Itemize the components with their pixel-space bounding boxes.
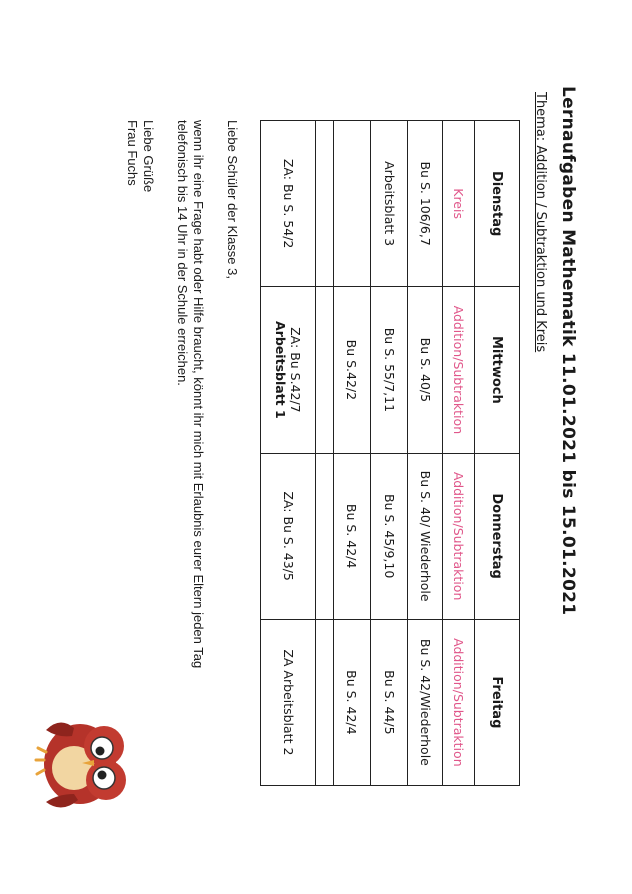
table-cell: Bu S. 42/4 bbox=[333, 453, 370, 619]
table-row bbox=[443, 121, 474, 786]
table-cell: Bu S.42/2 bbox=[333, 287, 370, 453]
table-cell: Arbeitsblatt 3 bbox=[370, 121, 407, 287]
extra-worksheet: Arbeitsblatt 1 bbox=[273, 321, 289, 419]
page-title: Lernaufgaben Mathematik 11.01.2021 bis 15.01.2021 bbox=[558, 86, 578, 616]
table-cell bbox=[316, 121, 333, 287]
table-cell: Bu S. 55/7,11 bbox=[370, 287, 407, 453]
table-cell: Bu S. 44/5 bbox=[370, 619, 407, 785]
schedule-table bbox=[260, 120, 520, 786]
table-cell: Bu S. 42/Wiederhole bbox=[408, 619, 443, 785]
cell-topic-mittwoch: Addition/Subtraktion bbox=[443, 287, 474, 453]
table-row bbox=[316, 121, 333, 786]
table-cell: Bu S. 42/4 bbox=[333, 619, 370, 785]
table-row bbox=[370, 121, 407, 786]
table-cell: Bu S. 106/6,7 bbox=[408, 121, 443, 287]
table-row bbox=[261, 121, 316, 786]
table-cell: Bu S. 45/9,10 bbox=[370, 453, 407, 619]
cell-topic-dienstag: Kreis bbox=[443, 121, 474, 287]
header-dienstag: Dienstag bbox=[474, 121, 519, 287]
table-cell: Bu S. 40/5 bbox=[408, 287, 443, 453]
za-text: ZA: Bu S.42/7 bbox=[288, 327, 304, 413]
letter-signature: Frau Fuchs bbox=[125, 120, 140, 186]
cell-topic-donnerstag: Addition/Subtraktion bbox=[443, 453, 474, 619]
letter-greeting: Liebe Schüler der Klasse 3, bbox=[225, 120, 240, 279]
header-mittwoch: Mittwoch bbox=[474, 287, 519, 453]
table-cell bbox=[316, 287, 333, 453]
table-cell bbox=[333, 121, 370, 287]
owl-icon bbox=[34, 708, 144, 818]
header-row bbox=[474, 121, 519, 786]
table-cell-za bbox=[261, 287, 316, 453]
header-donnerstag: Donnerstag bbox=[474, 453, 519, 619]
letter-closing: Liebe Grüße bbox=[141, 120, 156, 193]
table-cell: Bu S. 40/ Wiederhole bbox=[408, 453, 443, 619]
topic-heading: Thema: Addition / Subtraktion und Kreis bbox=[533, 92, 548, 353]
table-cell-za: ZA Arbeitsblatt 2 bbox=[261, 619, 316, 785]
header-freitag: Freitag bbox=[474, 619, 519, 785]
table-row bbox=[408, 121, 443, 786]
table-cell bbox=[316, 619, 333, 785]
table-cell-za: ZA: Bu S. 54/2 bbox=[261, 121, 316, 287]
letter-line: telefonisch bis 14 Uhr in der Schule erreichen. bbox=[175, 120, 190, 386]
cell-topic-freitag: Addition/Subtraktion bbox=[443, 619, 474, 785]
table-cell-za: ZA: Bu S. 43/5 bbox=[261, 453, 316, 619]
table-row bbox=[333, 121, 370, 786]
letter-line: wenn ihr eine Frage habt oder Hilfe braucht, könnt ihr mich mit Erlaubnis eurer Eltern jeden Tag bbox=[191, 120, 206, 669]
table-cell bbox=[316, 453, 333, 619]
